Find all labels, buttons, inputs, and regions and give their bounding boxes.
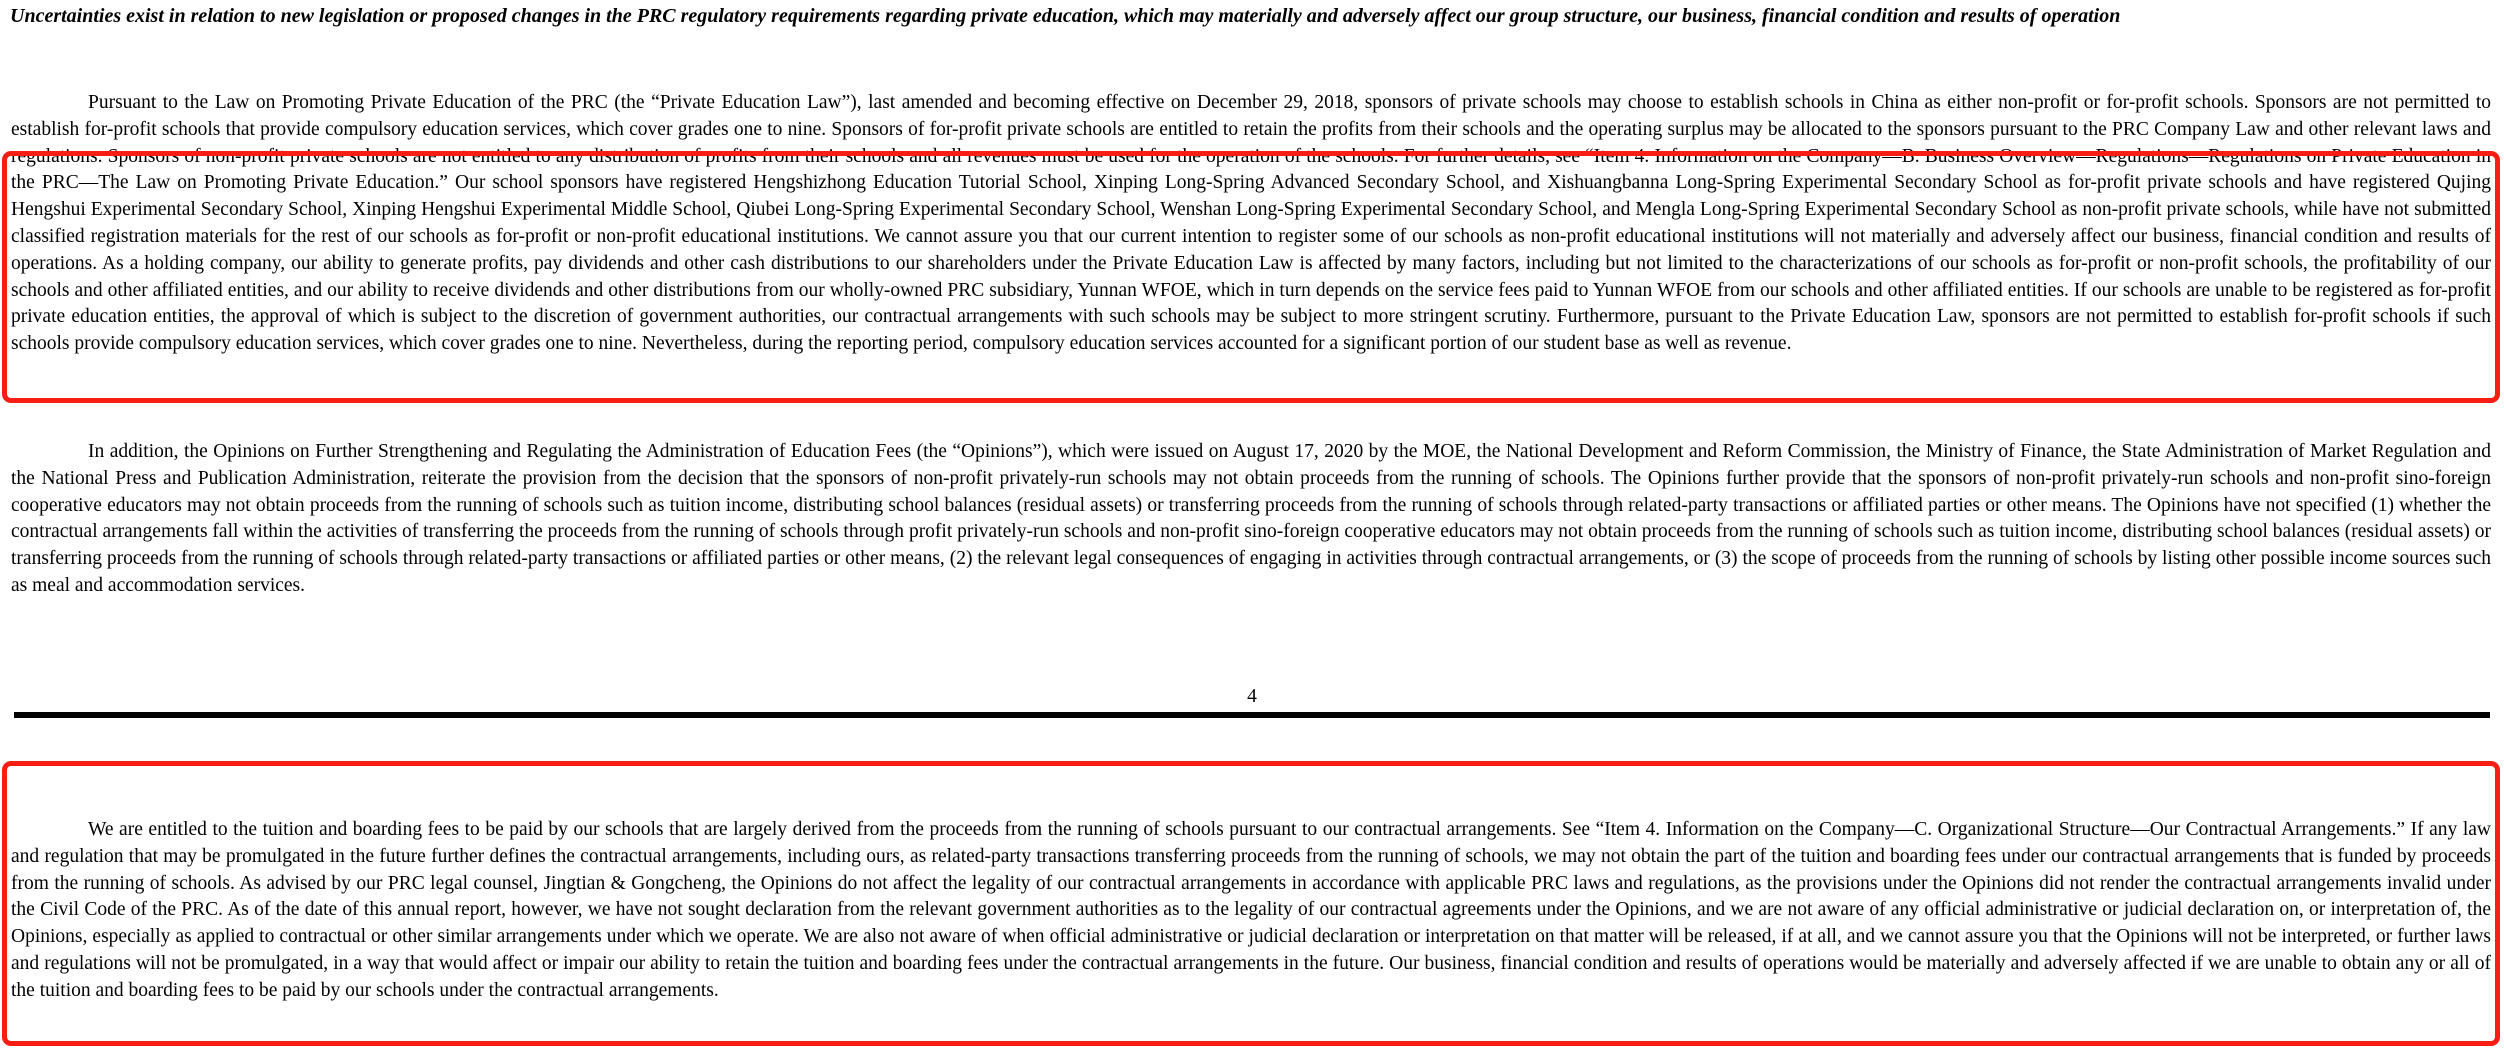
- paragraph-private-education-law: Pursuant to the Law on Promoting Private Education of the PRC (the “Private Education Law”), last amended and becoming effective on December 29, 2018, sponsors of private schools may choose to establish schools in China as either non-profit or for-profit schools. Sponsors are not permitted to establish for-profit schools that provide compulsory education services, which cover grades one to nine. Sponsors of for-profit private schools are entitled to retain the profits from their schools and the operating surplus may be allocated to the sponsors pursuant to the PRC Company Law and other relevant laws and regulations. Sponsors of non-profit private schools are not entitled to any distribution of profits from their schools and all revenues must be used for the operation of the schools. For further details, see “Item 4. Information on the Company—B. Business Overview—Regulations—Regulations on Private Education in the PRC—The Law on Promoting Private Education.” Our school sponsors have registered Hengshizhong Education Tutorial School, Xinping Long-Spring Advanced Secondary School, and Xishuangbanna Long-Spring Experimental Secondary School as for-profit private schools and have registered Qujing Hengshui Experimental Secondary School, Xinping Hengshui Experimental Middle School, Qiubei Long-Spring Experimental Secondary School, Wenshan Long-Spring Experimental Secondary School, and Mengla Long-Spring Experimental Secondary School as non-profit private schools, while have not submitted classified registration materials for the rest of our schools as for-profit or non-profit educational institutions. We cannot assure you that our current intention to register some of our schools as non-profit educational institutions will not materially and adversely affect our business, financial condition and results of operations. As a holding company, our ability to generate profits, pay dividends and other cash distributions to our shareholders under the Private Education Law is affected by many factors, including but not limited to the characterizations of our schools as for-profit or non-profit schools, the profitability of our schools and other affiliated entities, and our ability to receive dividends and other distributions from our wholly-owned PRC subsidiary, Yunnan WFOE, which in turn depends on the service fees paid to Yunnan WFOE from our schools and other affiliated entities. If our schools are unable to be registered as for-profit private education entities, the approval of which is subject to the discretion of government authorities, our contractual arrangements with such schools may be subject to more stringent scrutiny. Furthermore, pursuant to the Private Education Law, sponsors are not permitted to establish for-profit schools if such schools provide compulsory education services, which cover grades one to nine. Nevertheless, during the reporting period, compulsory education services accounted for a significant portion of our student base as well as revenue.: [11, 92, 2491, 355]
- risk-factor-heading: Uncertainties exist in relation to new legislation or proposed changes in the PRC regulatory requirements regarding private education, which may materially and adversely affect our group structure, our business, financial condition and results of operation: [10, 5, 2121, 27]
- paragraph-tuition-boarding-fees: We are entitled to the tuition and boarding fees to be paid by our schools that are largely derived from the proceeds from the running of schools pursuant to our contractual arrangements. See “Item 4. Information on the Company—C. Organizational Structure—Our Contractual Arrangements.” If any law and regulation that may be promulgated in the future further defines the contractual arrangements, including ours, as related-party transactions transferring proceeds from the running of schools, we may not obtain the part of the tuition and boarding fees under our contractual arrangements that is funded by proceeds from the running of schools. As advised by our PRC legal counsel, Jingtian & Gongcheng, the Opinions do not affect the legality of our contractual arrangements in accordance with applicable PRC laws and regulations, as the provisions under the Opinions did not render the contractual arrangements invalid under the Civil Code of the PRC. As of the date of this annual report, however, we have not sought declaration from the relevant government authorities as to the legality of our contractual agreements under the Opinions, and we are not aware of any official administrative or judicial declaration on, or interpretation of, the Opinions, especially as applied to contractual or other similar arrangements under which we operate. We are also not aware of when official administrative or judicial declaration or interpretation on that matter will be released, if at all, and we cannot assure you that the Opinions will not be interpreted, or further laws and regulations will not be promulgated, in a way that would affect or impair our ability to retain the tuition and boarding fees under the contractual arrangements in the future. Our business, financial condition and results of operations would be materially and adversely affected if we are unable to obtain any or all of the tuition and boarding fees to be paid by our schools under the contractual arrangements.: [11, 819, 2491, 1001]
- page-number: 4: [1247, 686, 1257, 707]
- page-divider-line: [14, 712, 2490, 718]
- paragraph-opinions-education-fees: In addition, the Opinions on Further Strengthening and Regulating the Administration of Education Fees (the “Opinions”), which were issued on August 17, 2020 by the MOE, the National Development and Reform Commission, the Ministry of Finance, the State Administration of Market Regulation and the National Press and Publication Administration, reiterate the provision from the decision that the sponsors of non-profit privately-run schools may not obtain proceeds from the running of schools. The Opinions further provide that the sponsors of non-profit privately-run schools and non-profit sino-foreign cooperative educators may not obtain proceeds from the running of schools such as tuition income, distributing school balances (residual assets) or transferring proceeds from the running of schools through related-party transactions or affiliated parties or other means. The Opinions have not specified (1) whether the contractual arrangements fall within the activities of transferring the proceeds from the running of schools through profit privately-run schools and non-profit sino-foreign cooperative educators may not obtain proceeds from the running of schools such as tuition income, distributing school balances (residual assets) or transferring proceeds from the running of schools through related-party transactions or affiliated parties or other means, (2) the relevant legal consequences of engaging in activities through contractual arrangements, or (3) the scope of proceeds from the running of schools by listing other possible income sources such as meal and accommodation services.: [11, 441, 2491, 596]
